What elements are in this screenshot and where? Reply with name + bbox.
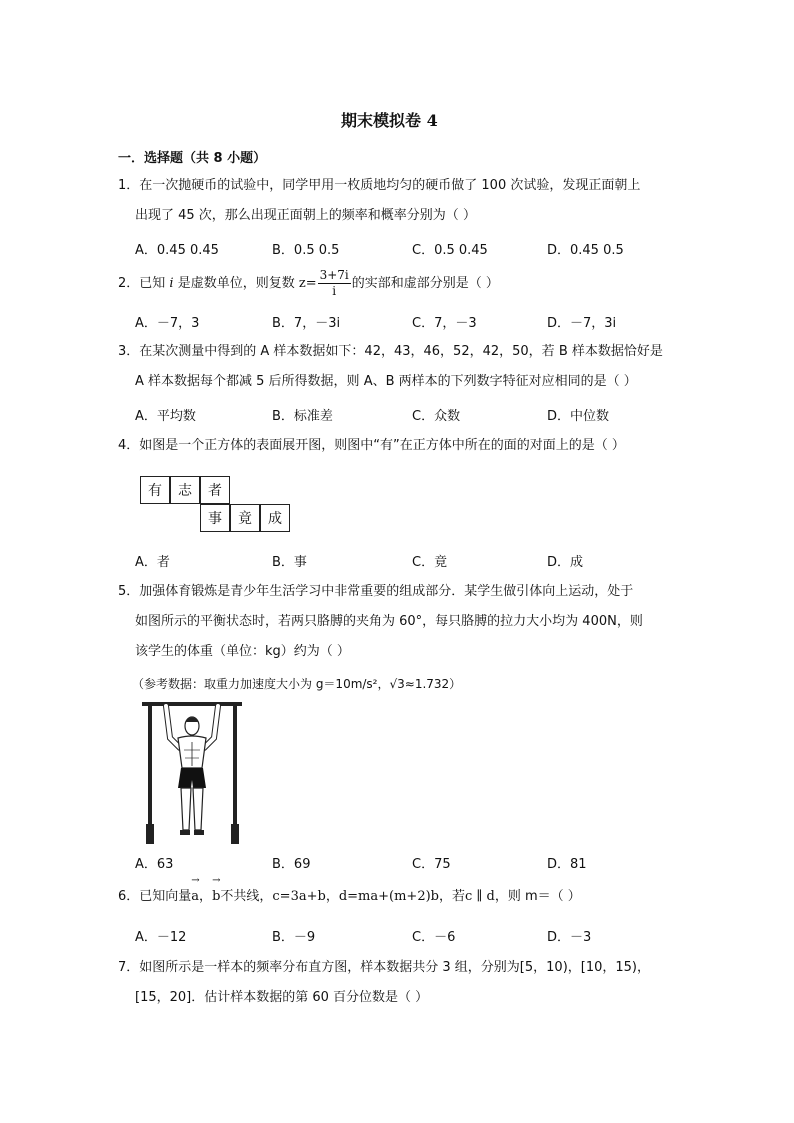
q6-text-3: ，则 m＝（ ） — [494, 889, 581, 904]
question-7-line-1: 7．如图所示是一样本的频率分布直方图，样本数据共分 3 组，分别为[5，10)，[10，15)， — [118, 960, 650, 975]
q6-text-1: 不共线， — [220, 889, 273, 904]
parallel-condition: c ∥ d — [465, 889, 495, 904]
q5-option-d: D．81 — [547, 857, 587, 872]
q4-option-b: B．事 — [272, 555, 307, 570]
q2-prefix: 2．已知 — [118, 276, 170, 291]
question-6-line-1 — [118, 887, 581, 907]
question-4-line-1: 4．如图是一个正方体的表面展开图，则图中“有”在正方体中所在的面的对面上的是（ ） — [118, 438, 625, 453]
q3-option-d: D．中位数 — [547, 409, 610, 424]
question-3-line-2: A 样本数据每个都减 5 后所得数据，则 A、B 两样本的下列数字特征对应相同的是（ ） — [135, 374, 637, 389]
q2-option-a: A．－7，3 — [135, 316, 200, 331]
q2-denominator: i — [332, 284, 337, 298]
q5-option-c: C．75 — [412, 857, 451, 872]
net-cell-5: 竟 — [230, 504, 260, 532]
q2-suffix: 的实部和虚部分别是（ ） — [351, 276, 499, 291]
q6-sep: ， — [199, 889, 213, 904]
vector-c-expression: c=3a+b — [272, 889, 326, 904]
q2-numerator: 3+7i — [319, 268, 349, 282]
net-cell-1: 有 — [140, 476, 170, 504]
question-5-line-1: 5．加强体育锻炼是青少年生活学习中非常重要的组成部分．某学生做引体向上运动，处于 — [118, 584, 634, 599]
q6-sep-2: ， — [325, 889, 339, 904]
q6-intro: 6．已知向量 — [118, 889, 192, 904]
vector-d-expression: d=ma+(m+2)b — [338, 889, 439, 904]
question-1-line-1: 1．在一次抛硬币的试验中，同学甲用一枚质地均匀的硬币做了 100 次试验，发现正面朝上 — [118, 178, 641, 193]
question-2-line-1 — [118, 268, 499, 299]
q5-option-a: A．63 — [135, 857, 174, 872]
cube-net-figure — [140, 476, 296, 534]
q4-option-a: A．者 — [135, 555, 170, 570]
q6-option-b: B．－9 — [272, 930, 316, 945]
q1-option-a: A．0.45 0.45 — [135, 243, 219, 258]
q2-option-d: D．－7，3i — [547, 316, 617, 331]
q6-option-c: C．－6 — [412, 930, 456, 945]
q2-option-b: B．7，－3i — [272, 316, 341, 331]
q1-option-b: B．0.5 0.5 — [272, 243, 340, 258]
net-cell-4: 事 — [200, 504, 230, 532]
net-cell-3: 者 — [200, 476, 230, 504]
q2-option-c: C．7，－3 — [412, 316, 477, 331]
q4-option-d: D．成 — [547, 555, 584, 570]
q1-option-d: D．0.45 0.5 — [547, 243, 624, 258]
question-5-line-2: 如图所示的平衡状态时，若两只胳膊的夹角为 60°，每只胳膊的拉力大小均为 400N，则 — [135, 614, 643, 629]
question-5-line-3: 该学生的体重（单位：kg）约为（ ） — [135, 644, 350, 659]
pull-up-figure — [140, 698, 245, 846]
q4-option-c: C．竟 — [412, 555, 448, 570]
question-5-reference-data: （参考数据：取重力加速度大小为 g＝10m/s²，√3≈1.732） — [132, 677, 462, 691]
q5-option-b: B．69 — [272, 857, 311, 872]
section-heading: 一．选择题（共 8 小题） — [118, 151, 267, 166]
vector-b: → b — [212, 887, 220, 907]
vector-a: → a — [191, 887, 199, 907]
q2-mid: 是虚数单位，则复数 — [173, 276, 299, 291]
q3-option-b: B．标准差 — [272, 409, 333, 424]
q2-imag-unit: i — [169, 276, 174, 291]
q6-option-a: A．－12 — [135, 930, 187, 945]
question-3-line-1: 3．在某次测量中得到的 A 样本数据如下：42，43，46，52，42，50，若 B 样本数据恰好是 — [118, 344, 663, 359]
page-title: 期末模拟卷 4 — [341, 111, 438, 130]
q1-option-c: C．0.5 0.45 — [412, 243, 488, 258]
q3-option-a: A．平均数 — [135, 409, 196, 424]
question-7-line-2: [15，20]．估计样本数据的第 60 百分位数是（ ） — [135, 990, 429, 1005]
q6-text-2: ，若 — [438, 889, 465, 904]
q2-fraction — [318, 268, 351, 299]
net-cell-6: 成 — [260, 504, 290, 532]
q2-z: z= — [298, 276, 317, 291]
q3-option-c: C．众数 — [412, 409, 461, 424]
q6-option-d: D．－3 — [547, 930, 592, 945]
question-1-line-2: 出现了 45 次，那么出现正面朝上的频率和概率分别为（ ） — [135, 208, 476, 223]
net-cell-2: 志 — [170, 476, 200, 504]
